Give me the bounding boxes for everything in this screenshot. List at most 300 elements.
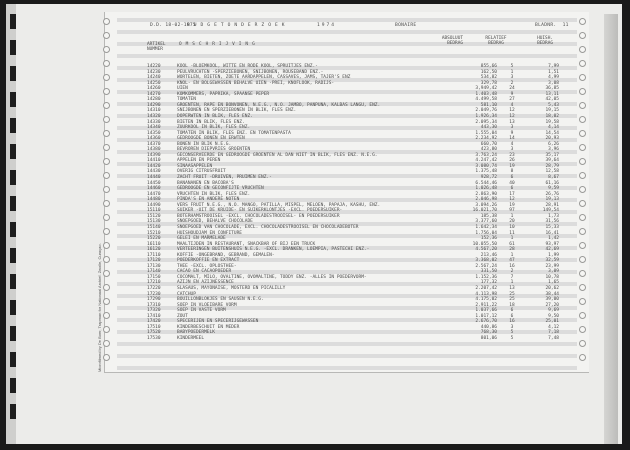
household-amount: 4,14 xyxy=(548,125,559,131)
article-description: POEDERKOFFIE EN EXTRACT xyxy=(177,258,240,264)
relative-amount: 6 xyxy=(510,308,514,314)
absolute-amount: 768,30 xyxy=(480,330,497,336)
household-amount: 8,67 xyxy=(548,175,559,180)
article-code: 17520 xyxy=(147,330,161,336)
article-description: TOMATEN IN BLIK, FLES ENZ. EN TOMATENPASTA xyxy=(177,130,291,136)
table-row xyxy=(147,169,567,174)
table-row xyxy=(147,131,567,136)
absolute-amount: 440,86 xyxy=(480,324,497,330)
absolute-amount: 4.247,42 xyxy=(475,158,497,164)
feed-hole xyxy=(103,18,110,25)
article-description: GEDROOGDE BONEN EN ERWTEN xyxy=(177,136,245,142)
relative-amount: 3 xyxy=(510,75,514,81)
absolute-amount: 2.567,24 xyxy=(475,263,497,269)
relative-amount: 25 xyxy=(509,297,515,303)
article-description: BEVROREN DIEPVRIES GROENTEN xyxy=(177,147,251,153)
household-amount: 19,13 xyxy=(545,197,559,203)
article-description: PINDA'S EN ANDERE NOTEN xyxy=(177,197,240,203)
table-row xyxy=(147,231,567,236)
article-code: 17210 xyxy=(147,280,161,286)
article-description: SINAASAPPELEN xyxy=(177,163,213,169)
article-code: 14270 xyxy=(147,91,161,97)
table-row xyxy=(147,303,567,308)
feed-hole xyxy=(579,60,586,67)
absolute-amount: 534,82 xyxy=(480,75,497,81)
household-amount: 13,11 xyxy=(545,91,559,97)
table-row xyxy=(147,192,567,197)
feed-hole xyxy=(103,172,110,179)
article-code: 14440 xyxy=(147,175,161,180)
feed-hole xyxy=(579,312,586,319)
household-amount: 25,01 xyxy=(545,319,559,325)
binding-hole xyxy=(10,404,16,419)
article-description: GELEI EN MARMELADE xyxy=(177,236,226,242)
binding-hole xyxy=(10,14,16,29)
table-row xyxy=(147,336,567,341)
binding-hole xyxy=(10,300,16,315)
relative-amount: 47 xyxy=(509,258,515,264)
table-row xyxy=(147,247,567,252)
feed-hole xyxy=(103,228,110,235)
absolute-amount: 2.911,22 xyxy=(475,302,497,308)
absolute-amount: 3.763,24 xyxy=(475,152,497,158)
feed-hole xyxy=(103,32,110,39)
paper-stripe xyxy=(117,54,577,58)
feed-hole xyxy=(579,284,586,291)
column-header-line: RELATIEF xyxy=(485,36,507,41)
article-description: UIEN xyxy=(177,86,188,92)
binding-hole xyxy=(10,274,16,289)
article-code: 14370 xyxy=(147,141,161,147)
table-row xyxy=(147,280,567,285)
page-number-value: 11 xyxy=(562,23,569,28)
table-row xyxy=(147,197,567,202)
table-row xyxy=(147,125,567,130)
relative-amount: 12 xyxy=(509,197,515,203)
article-description: KINDERMEEL xyxy=(177,335,205,341)
feed-hole xyxy=(579,130,586,137)
article-code: 14480 xyxy=(147,197,161,203)
household-amount: 39,64 xyxy=(545,158,559,164)
feed-hole xyxy=(579,46,586,53)
feed-hole xyxy=(579,172,586,179)
table-row xyxy=(147,114,567,119)
article-description: SOEP IN VASTE VORM xyxy=(177,308,226,314)
household-amount: 10,78 xyxy=(545,274,559,280)
absolute-amount: 2.676,70 xyxy=(475,319,497,325)
absolute-amount: 801,06 xyxy=(480,335,497,341)
feed-hole xyxy=(103,60,110,67)
article-code: 17150 xyxy=(147,274,161,280)
feed-hole xyxy=(103,46,110,53)
absolute-amount: 2.046,98 xyxy=(475,197,497,203)
binding-hole xyxy=(10,144,16,159)
column-header-line: ABSOLUUT xyxy=(441,36,463,41)
table-row xyxy=(147,297,567,302)
feed-hole xyxy=(103,158,110,165)
table-row xyxy=(147,314,567,319)
table-row xyxy=(147,253,567,258)
column-header-article xyxy=(147,42,166,52)
table-row xyxy=(147,158,567,163)
household-amount: 36,85 xyxy=(545,86,559,92)
article-description: KOOL -BLOEMKOOL, WITTE EN RODE KOOL, SPRUITJES ENZ.- xyxy=(177,64,318,69)
household-amount: 18,02 xyxy=(545,113,559,119)
feed-hole xyxy=(103,88,110,95)
household-amount: 16,41 xyxy=(545,230,559,236)
absolute-amount: 660,70 xyxy=(480,141,497,147)
article-code: 15220 xyxy=(147,236,161,242)
table-row xyxy=(147,236,567,241)
absolute-amount: 2.049,76 xyxy=(475,108,497,114)
article-code: 17140 xyxy=(147,269,161,275)
household-amount: 28,79 xyxy=(545,163,559,169)
article-description: PEULVRUCHTEN -SPERZIEBONEN, SNIJBONEN, ROUSEBAND ENZ.- xyxy=(177,69,324,75)
feed-hole xyxy=(579,18,586,25)
household-amount: 27,20 xyxy=(545,302,559,308)
relative-amount: 3 xyxy=(510,147,514,153)
table-row xyxy=(147,286,567,291)
feed-hole xyxy=(579,158,586,165)
feed-hole xyxy=(579,340,586,347)
absolute-amount: 2.863,90 xyxy=(475,191,497,197)
column-header-line: BEDRAG xyxy=(447,41,463,47)
article-code: 14450 xyxy=(147,180,161,186)
absolute-amount: 1.642,34 xyxy=(475,224,497,230)
article-code: 14250 xyxy=(147,80,161,86)
article-description: KOFFIE -ONGEBRAND, GEBRAND, GEMALEN- xyxy=(177,252,275,258)
article-code: 17110 xyxy=(147,252,161,258)
column-header-line: BEDRAG xyxy=(537,41,553,47)
article-code: 14240 xyxy=(147,75,161,81)
article-code: 14280 xyxy=(147,97,161,103)
household-amount: 1,51 xyxy=(548,69,559,75)
feed-hole xyxy=(103,130,110,137)
relative-amount: 6 xyxy=(510,313,514,319)
relative-amount: 20 xyxy=(509,219,515,225)
column-header-line: ARTIKEL xyxy=(147,42,166,47)
article-description: SLASAUS, MAYONAISE, MOSTERD EN PICALILLY xyxy=(177,286,286,291)
article-code: 14410 xyxy=(147,158,161,164)
article-code: 15130 xyxy=(147,219,161,225)
absolute-amount: 1.026,48 xyxy=(475,186,497,192)
absolute-amount: 16.021,70 xyxy=(472,208,497,214)
table-row xyxy=(147,142,567,147)
article-description: COCOMALT, MILO, OVALTINE, OVOMALTINE, TODDY ENZ. -ALLES IN POEDERVORM- xyxy=(177,274,367,280)
article-description: BOUILLONBLOKJES EN SAUSEN N.E.G. xyxy=(177,297,264,303)
binding-hole xyxy=(10,326,16,341)
table-row xyxy=(147,92,567,97)
report-title: BUDGETONDERZOEK xyxy=(187,23,289,28)
article-code: 17410 xyxy=(147,313,161,319)
absolute-amount: 1.926,34 xyxy=(475,113,497,119)
article-code: 15210 xyxy=(147,230,161,236)
relative-amount: 26 xyxy=(509,158,515,164)
article-description: VERS FRUIT N.E.G., N.O. MANGO, PATILLA, MISPEL, MELOEN, PAPAJA, KASHU, ENZ. xyxy=(177,202,381,208)
paper-stripe xyxy=(117,18,577,22)
feed-hole xyxy=(579,228,586,235)
feed-hole xyxy=(103,270,110,277)
household-amount: 7,48 xyxy=(548,335,559,341)
column-header-absolute xyxy=(435,36,463,46)
article-description: GECONSERVEERDE EN GEDROOGDE GROENTEN AL DAN NIET IN BLIK, FLES ENZ. N.E.G. xyxy=(177,152,378,158)
feed-hole xyxy=(579,256,586,263)
relative-amount: 9 xyxy=(510,91,514,97)
household-amount: 1,99 xyxy=(548,252,559,258)
feed-hole xyxy=(579,74,586,81)
article-code: 14260 xyxy=(147,86,161,92)
relative-amount: 97 xyxy=(509,208,515,214)
report-region: BONAIRE xyxy=(395,23,417,28)
feed-hole xyxy=(579,102,586,109)
binding-strip xyxy=(6,4,16,444)
article-description: CATCHUP xyxy=(177,291,196,297)
feed-hole xyxy=(579,354,586,361)
relative-amount: 19 xyxy=(509,163,515,169)
household-amount: 28,91 xyxy=(545,202,559,208)
relative-amount: 7 xyxy=(510,274,514,280)
feed-hole xyxy=(579,298,586,305)
absolute-amount: 3,949,42 xyxy=(475,86,497,92)
article-description: AZIJN EN AZIJNESSENCE xyxy=(177,280,234,286)
feed-hole xyxy=(103,74,110,81)
relative-amount: 28 xyxy=(509,247,515,253)
feed-hole xyxy=(103,200,110,207)
relative-amount: 8 xyxy=(510,169,514,175)
article-description: TOMATEN xyxy=(177,97,196,103)
article-code: 14360 xyxy=(147,136,161,142)
absolute-amount: 1.375,48 xyxy=(475,169,497,175)
article-code: 16110 xyxy=(147,241,161,247)
relative-amount: 16 xyxy=(509,263,515,269)
absolute-amount: 1.152,36 xyxy=(475,274,497,280)
household-amount: 5,43 xyxy=(548,102,559,108)
feed-hole xyxy=(103,214,110,221)
feed-hole xyxy=(103,256,110,263)
relative-amount: 14 xyxy=(509,136,515,142)
article-code: 17510 xyxy=(147,324,161,330)
scanned-sheet xyxy=(6,4,622,444)
feed-hole xyxy=(103,116,110,123)
feed-hole xyxy=(103,326,110,333)
feed-hole xyxy=(103,102,110,109)
article-code: 14420 xyxy=(147,163,161,169)
table-row xyxy=(147,186,567,191)
article-description: KNOL- EN BOLGEWASSEN BEHALVE UIEN -PREI, KNOFLOOK, RADIJS- xyxy=(177,80,335,86)
article-code: 14310 xyxy=(147,108,161,114)
household-amount: 9,69 xyxy=(548,308,559,314)
article-description: BOTERHAMSTROOISEL -EXCL. CHOCOLADESTROOISEL- EN POEDERSUIKER xyxy=(177,213,340,219)
article-description: BONEN IN BLIK N.E.G. xyxy=(177,141,232,147)
feed-hole xyxy=(103,186,110,193)
article-code: 17130 xyxy=(147,263,161,269)
household-amount: 93,97 xyxy=(545,241,559,247)
column-header-description: OMSCHRIJVING xyxy=(179,42,259,47)
table-row xyxy=(147,269,567,274)
binding-hole xyxy=(10,170,16,185)
household-amount: 42,69 xyxy=(545,247,559,253)
relative-amount: 2 xyxy=(510,269,514,275)
feed-hole xyxy=(103,144,110,151)
article-description: SPECERIJEN EN SPECERIJGEWASSEN xyxy=(177,319,259,325)
household-amount: 32,59 xyxy=(545,258,559,264)
binding-hole xyxy=(10,222,16,237)
household-amount: 1,73 xyxy=(548,213,559,219)
household-amount: 3,96 xyxy=(548,147,559,153)
table-row xyxy=(147,175,567,180)
household-amount: 3,09 xyxy=(548,269,559,275)
relative-amount: 1 xyxy=(510,69,514,75)
relative-amount: 3 xyxy=(510,324,514,330)
article-code: 17230 xyxy=(147,291,161,297)
article-code: 17220 xyxy=(147,286,161,291)
feed-hole xyxy=(103,242,110,249)
absolute-amount: 4.113,98 xyxy=(475,291,497,297)
relative-amount: 27 xyxy=(509,97,515,103)
household-amount: 39,00 xyxy=(545,297,559,303)
table-row xyxy=(147,97,567,102)
article-description: SNOEPGOED VAN CHOCOLADE, EXCL. CHOCOLADESTROOISEL EN CHOCOLADEBOTER xyxy=(177,224,359,230)
table-row xyxy=(147,181,567,186)
relative-amount: 12 xyxy=(509,113,515,119)
relative-amount: 6 xyxy=(510,186,514,192)
household-amount: 26,76 xyxy=(545,191,559,197)
absolute-amount: 2.234,92 xyxy=(475,136,497,142)
feed-hole xyxy=(579,214,586,221)
absolute-amount: 443,30 xyxy=(480,125,497,131)
article-description: GROENTEN, RAPE EN BONVONEN, N.E.G., N.O. JAMBO, PANPUNA, KALBAS LANGU, ENZ. xyxy=(177,102,381,108)
absolute-amount: 2.207,42 xyxy=(475,286,497,291)
relative-amount: 4 xyxy=(510,141,514,147)
table-row xyxy=(147,219,567,224)
column-header-household xyxy=(525,36,553,46)
household-amount: 4,99 xyxy=(548,75,559,81)
binding-hole xyxy=(10,118,16,133)
absolute-amount: 4.567,20 xyxy=(475,247,497,253)
household-amount: 9,50 xyxy=(548,313,559,319)
article-description: ZOUT xyxy=(177,313,188,319)
absolute-amount: 185,38 xyxy=(480,213,497,219)
feed-hole xyxy=(579,32,586,39)
relative-amount: 11 xyxy=(509,230,515,236)
article-description: SOEP IN VLOEIBARE VORM xyxy=(177,302,237,308)
article-code: 17120 xyxy=(147,258,161,264)
article-code: 14290 xyxy=(147,102,161,108)
absolute-amount: 1.555,04 xyxy=(475,130,497,136)
article-code: 16120 xyxy=(147,247,161,253)
article-code: 17420 xyxy=(147,319,161,325)
household-amount: 38,44 xyxy=(545,291,559,297)
absolute-amount: 329,78 xyxy=(480,80,497,86)
article-code: 17310 xyxy=(147,302,161,308)
absolute-amount: 177,32 xyxy=(480,280,497,286)
absolute-amount: 1.756,04 xyxy=(475,230,497,236)
household-amount: 1,65 xyxy=(548,280,559,286)
feed-hole xyxy=(579,200,586,207)
article-description: BABYPOEDERMELK xyxy=(177,330,215,336)
microfilm-note: Microfilmed by De Boer, Trapman for Nationaal Archief. Zwolle, Curaçao. xyxy=(97,243,102,372)
relative-amount: 13 xyxy=(509,119,515,125)
relative-amount: 17 xyxy=(509,191,515,197)
table-row xyxy=(147,242,567,247)
relative-amount: 18 xyxy=(509,302,515,308)
article-description: BIETEN IN BLIK, FLES ENZ. xyxy=(177,119,245,125)
binding-hole xyxy=(10,40,16,55)
article-code: 14330 xyxy=(147,119,161,125)
relative-amount: 19 xyxy=(509,202,515,208)
article-code: 14320 xyxy=(147,113,161,119)
feed-hole xyxy=(103,354,110,361)
household-amount: 6,26 xyxy=(548,141,559,147)
absolute-amount: 1.037,66 xyxy=(475,308,497,314)
relative-amount: 1 xyxy=(510,252,514,258)
table-row xyxy=(147,330,567,335)
absolute-amount: 581,10 xyxy=(480,102,497,108)
absolute-amount: 3.080,74 xyxy=(475,163,497,169)
article-description: GEDROOGDE EN GECONFIJTE VRUCHTEN xyxy=(177,186,264,192)
article-code: 14490 xyxy=(147,202,161,208)
table-row xyxy=(147,225,567,230)
absolute-amount: 1.403,48 xyxy=(475,91,497,97)
article-description: THEE -EXCL. OPLOSTHEE- xyxy=(177,263,237,269)
article-code: 14220 xyxy=(147,64,161,69)
printout-page xyxy=(97,12,589,373)
paper-stripe xyxy=(117,366,577,370)
column-header-relative xyxy=(481,36,511,46)
absolute-amount: 213,46 xyxy=(480,252,497,258)
paper-stripe xyxy=(117,30,577,34)
table-row xyxy=(147,108,567,113)
article-code: 14460 xyxy=(147,186,161,192)
feed-hole xyxy=(103,298,110,305)
relative-amount: 24 xyxy=(509,86,515,92)
article-description: ZACHT FRUIT -DRUIVEN, PRUIMEN ENZ.- xyxy=(177,175,272,180)
relative-amount: 1 xyxy=(510,236,514,242)
article-description: SNOEPGOED, BEHALVE CHOCOLADE xyxy=(177,219,253,225)
binding-hole xyxy=(10,66,16,81)
binding-hole xyxy=(10,378,16,393)
feed-hole xyxy=(579,242,586,249)
absolute-amount: 152,36 xyxy=(480,236,497,242)
absolute-amount: 855,66 xyxy=(480,64,497,69)
absolute-amount: 3.094,26 xyxy=(475,202,497,208)
absolute-amount: 1.017,12 xyxy=(475,313,497,319)
feed-hole xyxy=(579,186,586,193)
absolute-amount: 4.499,58 xyxy=(475,97,497,103)
table-row xyxy=(147,319,567,324)
relative-amount: 4 xyxy=(510,102,514,108)
table-row xyxy=(147,208,567,213)
article-description: MAALTIJDEN IN RESTAURANT, SNACKBAR OF BIJ EEN TRUCK xyxy=(177,241,316,247)
article-description: OVERIG CITRUSFRUIT xyxy=(177,169,226,175)
column-header-line: BEDRAG xyxy=(488,41,504,47)
relative-amount: 40 xyxy=(509,180,515,186)
page-number xyxy=(535,23,569,28)
absolute-amount: 928,72 xyxy=(480,175,497,180)
household-amount: 1,42 xyxy=(548,236,559,242)
relative-amount: 16 xyxy=(509,319,515,325)
feed-hole xyxy=(103,340,110,347)
article-code: 14390 xyxy=(147,152,161,158)
relative-amount: 1 xyxy=(510,213,514,219)
article-description: KINDERBESCHUIT EN MEDER xyxy=(177,324,240,330)
feed-hole xyxy=(579,270,586,277)
household-amount: 20,93 xyxy=(545,136,559,142)
household-amount: 23,99 xyxy=(545,263,559,269)
household-amount: 149,54 xyxy=(542,208,559,214)
table-row xyxy=(147,86,567,91)
feed-hole xyxy=(103,284,110,291)
